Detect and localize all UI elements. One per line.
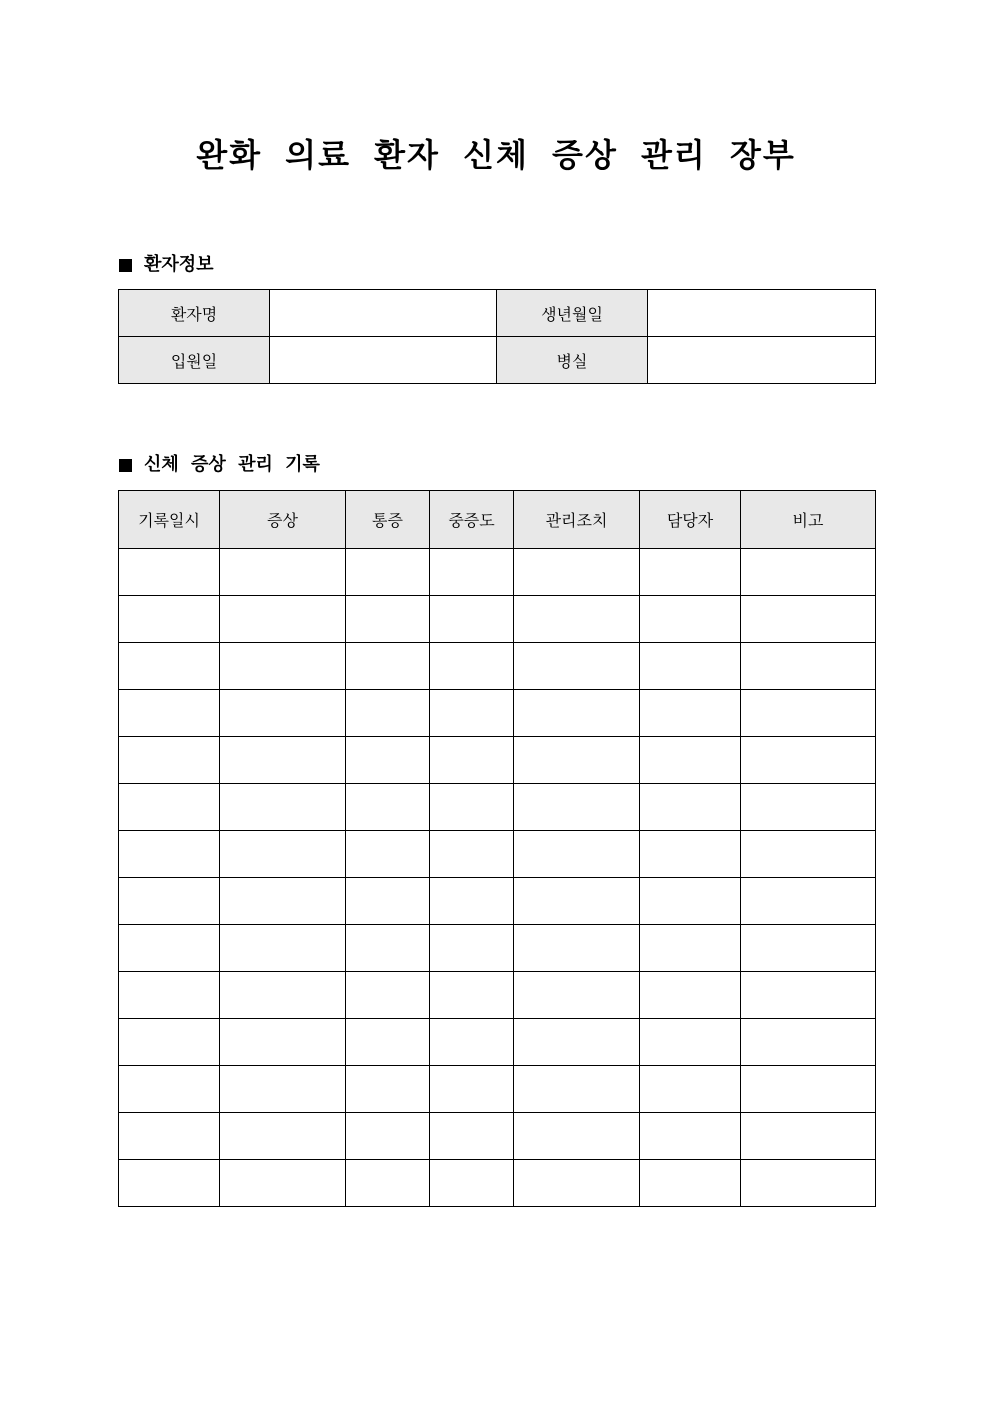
notes-cell[interactable] bbox=[741, 596, 876, 643]
table-row bbox=[119, 1113, 876, 1160]
management-cell[interactable] bbox=[514, 1160, 640, 1207]
record-datetime-cell[interactable] bbox=[119, 549, 220, 596]
pain-cell[interactable] bbox=[346, 596, 430, 643]
table-row bbox=[119, 549, 876, 596]
severity-cell[interactable] bbox=[430, 925, 514, 972]
birthdate-field[interactable] bbox=[648, 290, 876, 337]
record-body bbox=[119, 549, 876, 1207]
staff-cell[interactable] bbox=[640, 831, 741, 878]
severity-cell[interactable] bbox=[430, 596, 514, 643]
staff-cell[interactable] bbox=[640, 925, 741, 972]
table-row bbox=[119, 925, 876, 972]
patient-name-label: 환자명 bbox=[119, 290, 270, 337]
column-header-notes: 비고 bbox=[741, 491, 876, 549]
column-header-severity: 중증도 bbox=[430, 491, 514, 549]
notes-cell[interactable] bbox=[741, 1160, 876, 1207]
record-datetime-cell[interactable] bbox=[119, 737, 220, 784]
record-datetime-cell[interactable] bbox=[119, 878, 220, 925]
severity-cell[interactable] bbox=[430, 831, 514, 878]
pain-cell[interactable] bbox=[346, 690, 430, 737]
table-row bbox=[119, 690, 876, 737]
staff-cell[interactable] bbox=[640, 549, 741, 596]
table-row bbox=[119, 1019, 876, 1066]
symptom-cell[interactable] bbox=[220, 784, 346, 831]
table-row bbox=[119, 596, 876, 643]
column-header-staff: 담당자 bbox=[640, 491, 741, 549]
patient-info-heading bbox=[119, 253, 214, 277]
pain-cell[interactable] bbox=[346, 737, 430, 784]
table-row bbox=[119, 1160, 876, 1207]
notes-cell[interactable] bbox=[741, 690, 876, 737]
symptom-cell[interactable] bbox=[220, 925, 346, 972]
symptom-cell[interactable] bbox=[220, 1066, 346, 1113]
symptom-cell[interactable] bbox=[220, 831, 346, 878]
symptom-record-heading bbox=[119, 453, 320, 477]
table-row bbox=[119, 831, 876, 878]
patient-info-heading-text: 환자정보 bbox=[144, 254, 214, 275]
notes-cell[interactable] bbox=[741, 643, 876, 690]
management-cell[interactable] bbox=[514, 737, 640, 784]
patient-info-row bbox=[119, 337, 876, 384]
severity-cell[interactable] bbox=[430, 784, 514, 831]
room-field[interactable] bbox=[648, 337, 876, 384]
record-datetime-cell[interactable] bbox=[119, 972, 220, 1019]
symptom-record-heading-text: 신체 증상 관리 기록 bbox=[144, 454, 320, 475]
table-row bbox=[119, 972, 876, 1019]
severity-cell[interactable] bbox=[430, 972, 514, 1019]
symptom-cell[interactable] bbox=[220, 878, 346, 925]
admission-date-field[interactable] bbox=[270, 337, 497, 384]
record-datetime-cell[interactable] bbox=[119, 831, 220, 878]
management-cell[interactable] bbox=[514, 549, 640, 596]
symptom-cell[interactable] bbox=[220, 1019, 346, 1066]
symptom-cell[interactable] bbox=[220, 972, 346, 1019]
notes-cell[interactable] bbox=[741, 737, 876, 784]
notes-cell[interactable] bbox=[741, 1113, 876, 1160]
pain-cell[interactable] bbox=[346, 784, 430, 831]
pain-cell[interactable] bbox=[346, 549, 430, 596]
staff-cell[interactable] bbox=[640, 878, 741, 925]
notes-cell[interactable] bbox=[741, 972, 876, 1019]
room-label: 병실 bbox=[497, 337, 648, 384]
pain-cell[interactable] bbox=[346, 925, 430, 972]
table-row bbox=[119, 737, 876, 784]
severity-cell[interactable] bbox=[430, 1066, 514, 1113]
record-datetime-cell[interactable] bbox=[119, 784, 220, 831]
severity-cell[interactable] bbox=[430, 1113, 514, 1160]
pain-cell[interactable] bbox=[346, 972, 430, 1019]
record-datetime-cell[interactable] bbox=[119, 596, 220, 643]
symptom-record-table bbox=[118, 490, 876, 1207]
management-cell[interactable] bbox=[514, 1066, 640, 1113]
notes-cell[interactable] bbox=[741, 784, 876, 831]
management-cell[interactable] bbox=[514, 925, 640, 972]
table-row bbox=[119, 784, 876, 831]
record-datetime-cell[interactable] bbox=[119, 1019, 220, 1066]
management-cell[interactable] bbox=[514, 690, 640, 737]
symptom-cell[interactable] bbox=[220, 596, 346, 643]
symptom-cell[interactable] bbox=[220, 690, 346, 737]
management-cell[interactable] bbox=[514, 972, 640, 1019]
column-header-management: 관리조치 bbox=[514, 491, 640, 549]
pain-cell[interactable] bbox=[346, 831, 430, 878]
record-datetime-cell[interactable] bbox=[119, 1113, 220, 1160]
record-datetime-cell[interactable] bbox=[119, 690, 220, 737]
notes-cell[interactable] bbox=[741, 549, 876, 596]
severity-cell[interactable] bbox=[430, 549, 514, 596]
management-cell[interactable] bbox=[514, 643, 640, 690]
severity-cell[interactable] bbox=[430, 1160, 514, 1207]
management-cell[interactable] bbox=[514, 831, 640, 878]
symptom-cell[interactable] bbox=[220, 643, 346, 690]
staff-cell[interactable] bbox=[640, 784, 741, 831]
severity-cell[interactable] bbox=[430, 878, 514, 925]
severity-cell[interactable] bbox=[430, 690, 514, 737]
severity-cell[interactable] bbox=[430, 643, 514, 690]
management-cell[interactable] bbox=[514, 1113, 640, 1160]
square-bullet-icon bbox=[119, 259, 132, 272]
staff-cell[interactable] bbox=[640, 972, 741, 1019]
pain-cell[interactable] bbox=[346, 1160, 430, 1207]
pain-cell[interactable] bbox=[346, 1019, 430, 1066]
birthdate-label: 생년월일 bbox=[497, 290, 648, 337]
management-cell[interactable] bbox=[514, 878, 640, 925]
staff-cell[interactable] bbox=[640, 1160, 741, 1207]
record-datetime-cell[interactable] bbox=[119, 1066, 220, 1113]
notes-cell[interactable] bbox=[741, 878, 876, 925]
symptom-cell[interactable] bbox=[220, 737, 346, 784]
staff-cell[interactable] bbox=[640, 1019, 741, 1066]
record-header-row bbox=[119, 491, 876, 549]
pain-cell[interactable] bbox=[346, 643, 430, 690]
square-bullet-icon bbox=[119, 459, 132, 472]
record-datetime-cell[interactable] bbox=[119, 1160, 220, 1207]
symptom-cell[interactable] bbox=[220, 1160, 346, 1207]
record-datetime-cell[interactable] bbox=[119, 925, 220, 972]
column-header-symptom: 증상 bbox=[220, 491, 346, 549]
staff-cell[interactable] bbox=[640, 690, 741, 737]
staff-cell[interactable] bbox=[640, 1113, 741, 1160]
table-row bbox=[119, 878, 876, 925]
staff-cell[interactable] bbox=[640, 596, 741, 643]
management-cell[interactable] bbox=[514, 1019, 640, 1066]
symptom-cell[interactable] bbox=[220, 549, 346, 596]
staff-cell[interactable] bbox=[640, 1066, 741, 1113]
admission-date-label: 입원일 bbox=[119, 337, 270, 384]
management-cell[interactable] bbox=[514, 596, 640, 643]
staff-cell[interactable] bbox=[640, 643, 741, 690]
patient-name-field[interactable] bbox=[270, 290, 497, 337]
patient-info-table bbox=[118, 289, 876, 384]
table-row bbox=[119, 643, 876, 690]
notes-cell[interactable] bbox=[741, 1066, 876, 1113]
pain-cell[interactable] bbox=[346, 1066, 430, 1113]
symptom-cell[interactable] bbox=[220, 1113, 346, 1160]
record-datetime-cell[interactable] bbox=[119, 643, 220, 690]
management-cell[interactable] bbox=[514, 784, 640, 831]
pain-cell[interactable] bbox=[346, 1113, 430, 1160]
pain-cell[interactable] bbox=[346, 878, 430, 925]
notes-cell[interactable] bbox=[741, 831, 876, 878]
patient-info-row bbox=[119, 290, 876, 337]
notes-cell[interactable] bbox=[741, 1019, 876, 1066]
staff-cell[interactable] bbox=[640, 737, 741, 784]
notes-cell[interactable] bbox=[741, 925, 876, 972]
table-row bbox=[119, 1066, 876, 1113]
column-header-pain: 통증 bbox=[346, 491, 430, 549]
page-title: 완화 의료 환자 신체 증상 관리 장부 bbox=[196, 136, 796, 174]
severity-cell[interactable] bbox=[430, 1019, 514, 1066]
column-header-record-datetime: 기록일시 bbox=[119, 491, 220, 549]
severity-cell[interactable] bbox=[430, 737, 514, 784]
